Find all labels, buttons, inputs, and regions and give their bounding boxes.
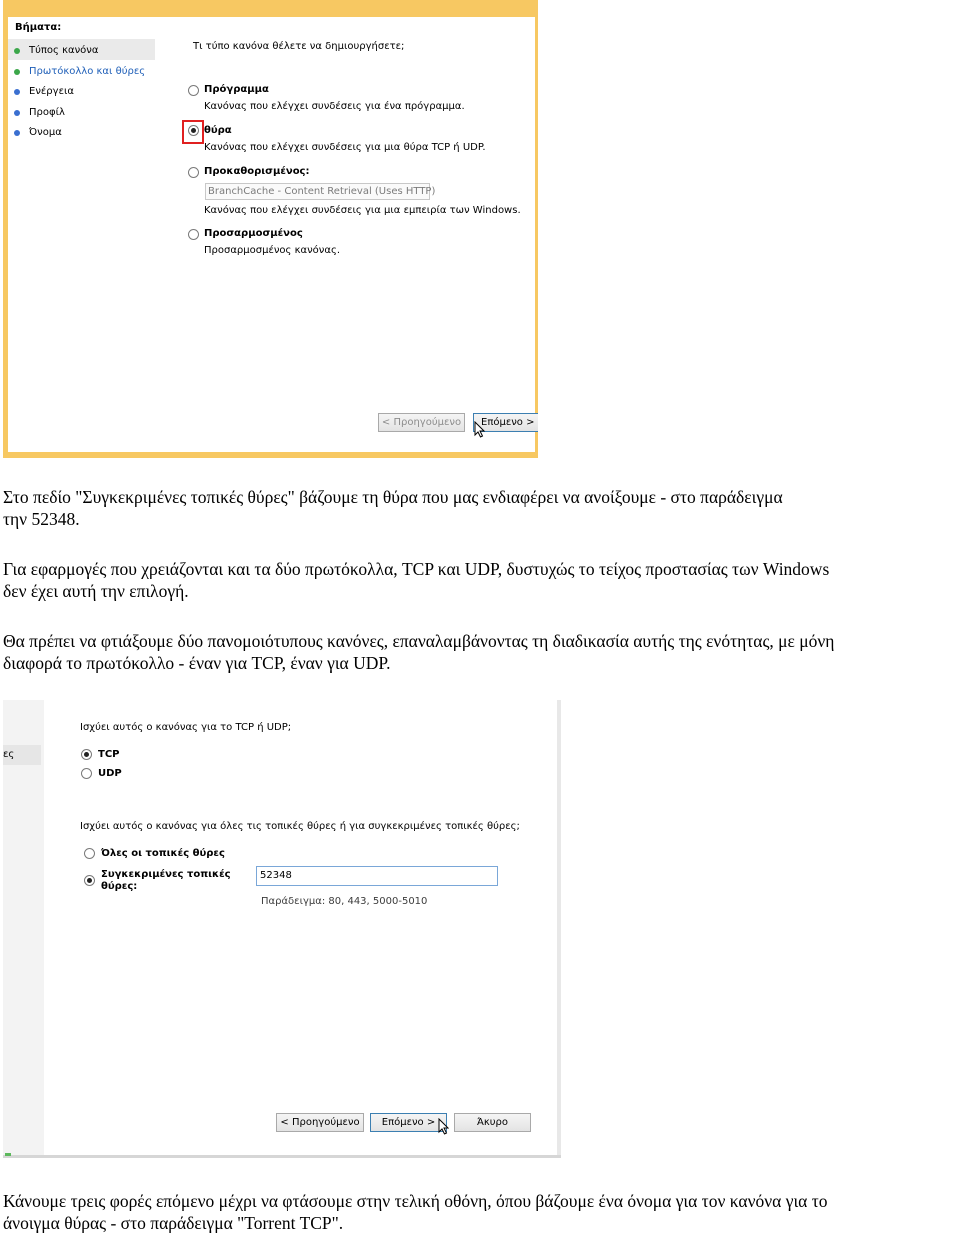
steps-header: Βήματα: xyxy=(15,22,62,33)
step-complete-icon xyxy=(14,69,20,75)
step-fragment: ες xyxy=(3,745,41,765)
steps-pane-fragment xyxy=(3,700,44,1158)
udp-radio[interactable] xyxy=(81,768,92,779)
predefined-rule-dropdown[interactable]: BranchCache - Content Retrieval (Uses HTTP) xyxy=(205,183,430,200)
predefined-option-title[interactable]: Προκαθορισμένος: xyxy=(204,166,310,177)
program-radio[interactable] xyxy=(188,85,199,96)
paragraph-duplicate-rules-line2: διαφορά το πρωτόκολλο - έναν για TCP, έναν για UDP. xyxy=(3,653,391,673)
custom-radio[interactable] xyxy=(188,229,199,240)
step-protocol-ports[interactable] xyxy=(14,66,145,77)
specific-ports-label-line2[interactable]: θύρες: xyxy=(101,881,138,892)
specific-ports-radio[interactable] xyxy=(84,875,95,886)
program-option-title[interactable]: Πρόγραμμα xyxy=(204,84,269,95)
udp-label[interactable]: UDP xyxy=(98,768,122,779)
step-pending-icon xyxy=(14,89,20,95)
predefined-radio[interactable] xyxy=(188,167,199,178)
specific-ports-label-line1[interactable]: Συγκεκριμένες τοπικές xyxy=(101,869,231,880)
status-mark xyxy=(5,1153,11,1156)
specific-ports-input[interactable]: 52348 xyxy=(256,866,498,886)
back-button[interactable]: < Προηγούμενο xyxy=(378,413,465,432)
back-button[interactable]: < Προηγούμενο xyxy=(276,1113,364,1132)
paragraph-ports-line2: την 52348. xyxy=(3,509,80,529)
tcp-label[interactable]: TCP xyxy=(98,749,120,760)
next-button[interactable]: Επόμενο > xyxy=(370,1113,447,1132)
program-option-description: Κανόνας που ελέγχει συνδέσεις για ένα πρόγραμμα. xyxy=(204,101,465,112)
custom-option-description: Προσαρμοσμένος κανόνας. xyxy=(204,245,341,256)
custom-option-title[interactable]: Προσαρμοσμένος xyxy=(204,228,303,239)
step-rule-type[interactable] xyxy=(14,45,98,56)
step-label: Πρωτόκολλο και θύρες xyxy=(29,66,146,77)
all-ports-label[interactable]: Όλες οι τοπικές θύρες xyxy=(101,848,225,859)
protocol-question: Ισχύει αυτός ο κανόνας για το TCP ή UDP; xyxy=(80,722,292,733)
step-name[interactable] xyxy=(14,127,62,138)
step-label: Τύπος κανόνα xyxy=(29,45,99,56)
all-ports-radio[interactable] xyxy=(84,848,95,859)
steps-pane xyxy=(8,17,155,452)
mouse-cursor-icon xyxy=(474,421,485,438)
protocol-ports-screenshot xyxy=(3,700,561,1158)
step-label: Προφίλ xyxy=(29,107,65,118)
tcp-radio[interactable] xyxy=(81,749,92,760)
ports-example-hint: Παράδειγμα: 80, 443, 5000-5010 xyxy=(261,896,428,907)
paragraph-final-line1: Κάνουμε τρεις φορές επόμενο μέχρι να φτάσουμε στην τελική οθόνη, όπου βάζουμε ένα όνομα για τον κανόνα για το xyxy=(3,1191,828,1211)
next-button[interactable]: Επόμενο > xyxy=(473,413,538,432)
window-bottom-edge xyxy=(3,1155,561,1158)
paragraph-final-line2: άνοιγμα θύρας - στο παράδειγμα "Torrent TCP". xyxy=(3,1213,344,1233)
wizard-window xyxy=(8,17,535,452)
step-label: Ενέργεια xyxy=(29,86,74,97)
paragraph-duplicate-rules-line1: Θα πρέπει να φτιάξουμε δύο πανομοιότυπους κανόνες, επαναλαμβάνοντας τη διαδικασία αυτής της ενότητας, με μόνη xyxy=(3,631,835,651)
paragraph-protocols-line2: δεν έχει αυτή την επιλογή. xyxy=(3,581,189,601)
rule-type-screenshot xyxy=(3,0,538,458)
port-option-description: Κανόνας που ελέγχει συνδέσεις για μια θύρα TCP ή UDP. xyxy=(204,142,486,153)
step-profile[interactable] xyxy=(14,107,65,118)
step-pending-icon xyxy=(14,130,20,136)
step-label: Όνομα xyxy=(29,127,62,138)
ports-question: Ισχύει αυτός ο κανόνας για όλες τις τοπικές θύρες ή για συγκεκριμένες τοπικές θύρες; xyxy=(80,821,520,832)
step-pending-icon xyxy=(14,110,20,116)
port-option-title[interactable]: θύρα xyxy=(204,125,232,136)
step-action[interactable] xyxy=(14,86,74,97)
mouse-cursor-icon xyxy=(438,1118,449,1135)
rule-type-question: Τι τύπο κανόνα θέλετε να δημιουργήσετε; xyxy=(193,41,405,52)
paragraph-protocols-line1: Για εφαρμογές που χρειάζονται και τα δύο πρωτόκολλα, TCP και UDP, δυστυχώς το τείχος προστασίας των Windows xyxy=(3,559,830,579)
cancel-button[interactable]: Άκυρο xyxy=(454,1113,531,1132)
predefined-option-description: Κανόνας που ελέγχει συνδέσεις για μια εμπειρία των Windows. xyxy=(204,205,521,216)
step-complete-icon xyxy=(14,48,20,54)
port-radio[interactable] xyxy=(188,125,199,136)
paragraph-ports-line1: Στο πεδίο "Συγκεκριμένες τοπικές θύρες" βάζουμε τη θύρα που μας ενδιαφέρει να ανοίξουμε - στο παράδειγμα xyxy=(3,487,783,507)
window-edge xyxy=(557,700,561,1158)
